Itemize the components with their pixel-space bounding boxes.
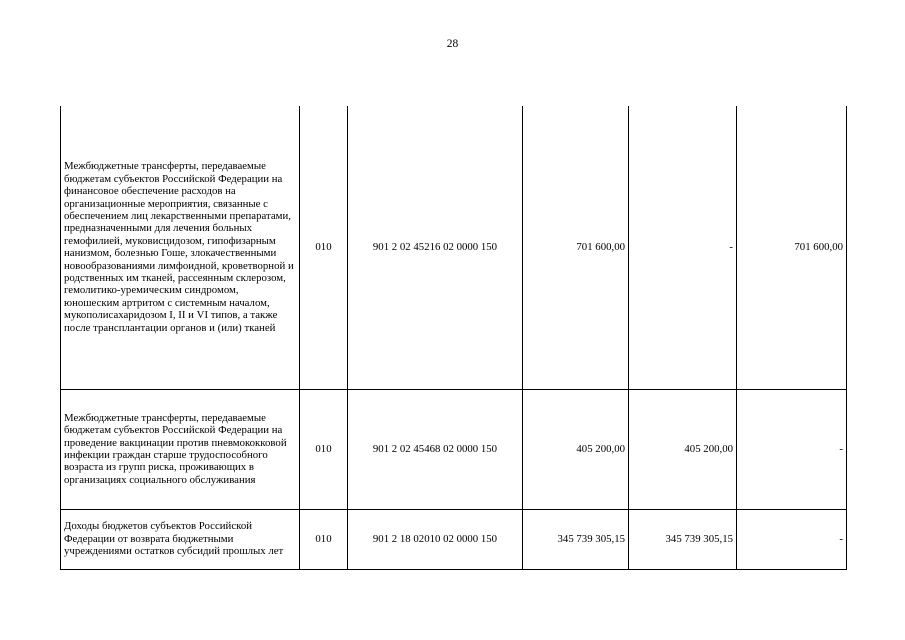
row-value-3-cell: - — [737, 509, 847, 569]
row-value-1-cell: 405 200,00 — [523, 389, 629, 509]
table-row — [61, 106, 847, 389]
row-kbk-cell: 901 2 02 45468 02 0000 150 — [348, 389, 523, 509]
table-row — [61, 509, 847, 569]
row-code-cell: 010 — [300, 106, 348, 389]
row-value-2-cell: 405 200,00 — [629, 389, 737, 509]
row-value-1-cell: 345 739 305,15 — [523, 509, 629, 569]
row-value-1-cell: 701 600,00 — [523, 106, 629, 389]
row-name-cell: Доходы бюджетов субъектов Российской Федерации от возврата бюджетными учреждениями остатков субсидий прошлых лет — [61, 509, 300, 569]
row-value-3-cell: - — [737, 389, 847, 509]
page-number: 28 — [446, 38, 459, 50]
row-value-2-cell: - — [629, 106, 737, 389]
budget-table — [60, 106, 847, 570]
row-kbk-cell: 901 2 18 02010 02 0000 150 — [348, 509, 523, 569]
row-code-cell: 010 — [300, 389, 348, 509]
row-kbk-cell: 901 2 02 45216 02 0000 150 — [348, 106, 523, 389]
row-value-2-cell: 345 739 305,15 — [629, 509, 737, 569]
table-row — [61, 389, 847, 509]
row-value-3-cell: 701 600,00 — [737, 106, 847, 389]
row-name-cell: Межбюджетные трансферты, передаваемые бюджетам субъектов Российской Федерации на проведение вакцинации против пневмококковой инфекции граждан старше трудоспособного возраста из групп риска, проживающих в организациях социального обслуживания — [61, 389, 300, 509]
row-code-cell: 010 — [300, 509, 348, 569]
row-name-cell: Межбюджетные трансферты, передаваемые бюджетам субъектов Российской Федерации на финансовое обеспечение расходов на организационные мероприятия, связанные с обеспечением лиц лекарственными препаратами, предназначенными для лечения больных гемофилией, муковисцидозом, гипофизарным нанизмом, болезнью Гоше, злокачественными новообразованиями лимфоидной, кроветворной и родственных им тканей, рассеянным склерозом, гемолитико-уремическим синдромом, юношеским артритом с системным началом, мукополисахаридозом I, II и VI типов, а также после трансплантации органов и (или) тканей — [61, 106, 300, 389]
